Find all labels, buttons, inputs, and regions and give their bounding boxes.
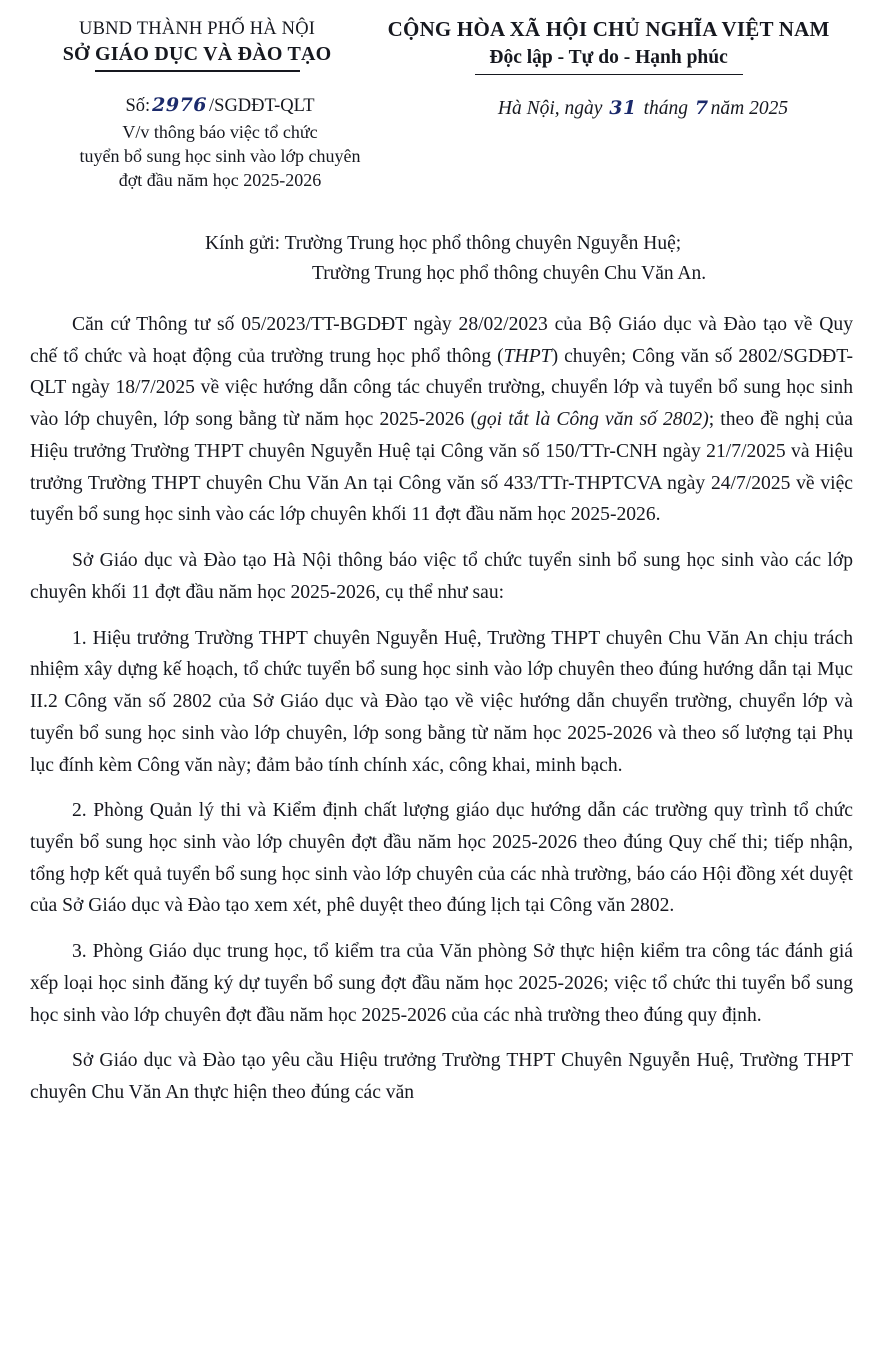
recipients-block xyxy=(30,229,853,289)
document-number-suffix: /SGDĐT-QLT xyxy=(209,96,315,117)
document-body xyxy=(30,309,853,1109)
paragraph-announcement: Sở Giáo dục và Đào tạo Hà Nội thông báo việc tổ chức tuyển sinh bổ sung học sinh vào các lớp chuyên khối 11 đợt đầu năm học 2025-2026, cụ thể như sau: xyxy=(30,550,853,603)
recipient-school-2: Trường Trung học phổ thông chuyên Chu Văn An. xyxy=(312,262,707,284)
document-meta xyxy=(30,93,853,192)
issuing-authority-parent: UBND THÀNH PHỐ HÀ NỘI xyxy=(79,19,316,39)
document-number-prefix: Số: xyxy=(125,96,151,117)
national-heading-block xyxy=(364,14,853,75)
document-subject xyxy=(40,121,400,192)
national-motto: Độc lập - Tự do - Hạnh phúc xyxy=(489,47,728,69)
subject-line-3: đợt đầu năm học 2025-2026 xyxy=(118,169,322,190)
authority-divider xyxy=(95,70,300,72)
p1-part-b: ) chuyên; Công văn số 2802/SGDĐT-QLT ngày 18/7/2025 về việc hướng dẫn công tác chuyển trường, chuyển lớp và tuyển bổ sung học sinh vào lớp chuyên, lớp song bằng từ năm học 2025-2026 ( xyxy=(30,345,853,431)
year-label: năm 2025 xyxy=(710,98,789,120)
recipient-line-2 xyxy=(205,259,853,289)
recipients-label: Kính gửi: xyxy=(205,232,281,254)
month-label: tháng xyxy=(643,98,689,120)
document-header xyxy=(30,14,853,75)
p1-part-a: Căn cứ Thông tư số 05/2023/TT-BGDĐT ngày 28/02/2023 của Bộ Giáo dục và Đào tạo về Quy chế tổ chức và hoạt động của trường trung học phổ thông ( xyxy=(30,313,853,367)
paragraph-item-3: 3. Phòng Giáo dục trung học, tổ kiểm tra của Văn phòng Sở thực hiện kiểm tra công tác đánh giá xếp loại học sinh đăng ký dự tuyển bổ sung đợt đầu năm học 2025-2026; việc tổ chức thi tuyển bổ sung học sinh vào lớp chuyên đợt đầu năm học 2025-2026 của các nhà trường theo đúng quy định. xyxy=(30,941,853,1026)
country-name: CỘNG HÒA XÃ HỘI CHỦ NGHĨA VIỆT NAM xyxy=(387,17,830,41)
paragraph-legal-basis xyxy=(30,309,853,531)
recipient-line-1 xyxy=(205,229,853,259)
motto-divider xyxy=(475,74,743,76)
document-number-handwritten: 2976 xyxy=(152,94,208,117)
p1-part-c: ; theo đề nghị của Hiệu trưởng Trường THPT chuyên Nguyễn Huệ tại Công văn số 150/TTr-CNH ngày 21/7/2025 và Hiệu trưởng Trường THPT chuyên Chu Văn An tại Công văn số 433/TTr-THPTCVA ngày 24/7/2025 về việc tuyển bổ sung học sinh vào các lớp chuyên khối 11 đợt đầu năm học 2025-2026. xyxy=(30,409,853,526)
month-handwritten: 7 xyxy=(694,97,709,120)
issuing-authority-block xyxy=(30,14,364,72)
issuing-authority-name: SỞ GIÁO DỤC VÀ ĐÀO TẠO xyxy=(62,43,332,66)
subject-line-1: V/v thông báo việc tổ chức xyxy=(122,122,318,143)
day-handwritten: 31 xyxy=(609,97,637,120)
paragraph-item-2: 2. Phòng Quản lý thi và Kiểm định chất lượng giáo dục hướng dẫn các trường quy trình tổ chức tuyển bổ sung học sinh vào lớp chuyên đợt đầu năm học 2025-2026 theo đúng Quy chế thi; tiếp nhận, tổng hợp kết quả tuyển bổ sung học sinh vào lớp chuyên của các nhà trường, báo cáo Hội đồng xét duyệt của Sở Giáo dục và Đào tạo xem xét, phê duyệt theo đúng lịch tại Công văn 2802. xyxy=(30,800,853,917)
place-and-date xyxy=(433,93,853,120)
document-number-block xyxy=(30,93,400,192)
p1-italic-thpt: THPT xyxy=(503,345,552,367)
recipient-school-1: Trường Trung học phổ thông chuyên Nguyễn Huệ; xyxy=(284,232,682,254)
place-label: Hà Nội, ngày xyxy=(497,98,603,120)
paragraph-item-1: 1. Hiệu trưởng Trường THPT chuyên Nguyễn Huệ, Trường THPT chuyên Chu Văn An chịu trách nhiệm xây dựng kế hoạch, tổ chức tuyển bổ sung học sinh vào lớp chuyên theo đúng hướng dẫn tại Mục II.2 Công văn số 2802 của Sở Giáo dục và Đào tạo về việc hướng dẫn chuyển trường, chuyển lớp và tuyển bổ sung học sinh vào lớp chuyên, lớp song bằng từ năm học 2025-2026 và theo số lượng tại Phụ lục đính kèm Công văn này; đảm bảo tính chính xác, công khai, minh bạch. xyxy=(30,627,853,776)
subject-line-2: tuyển bổ sung học sinh vào lớp chuyên xyxy=(79,146,361,167)
document-number-line xyxy=(40,93,400,118)
p1-italic-cv2802: gọi tắt là Công văn số 2802) xyxy=(477,409,709,431)
paragraph-closing: Sở Giáo dục và Đào tạo yêu cầu Hiệu trưởng Trường THPT Chuyên Nguyễn Huệ, Trường THPT chuyên Chu Văn An thực hiện theo đúng các văn xyxy=(30,1050,853,1104)
